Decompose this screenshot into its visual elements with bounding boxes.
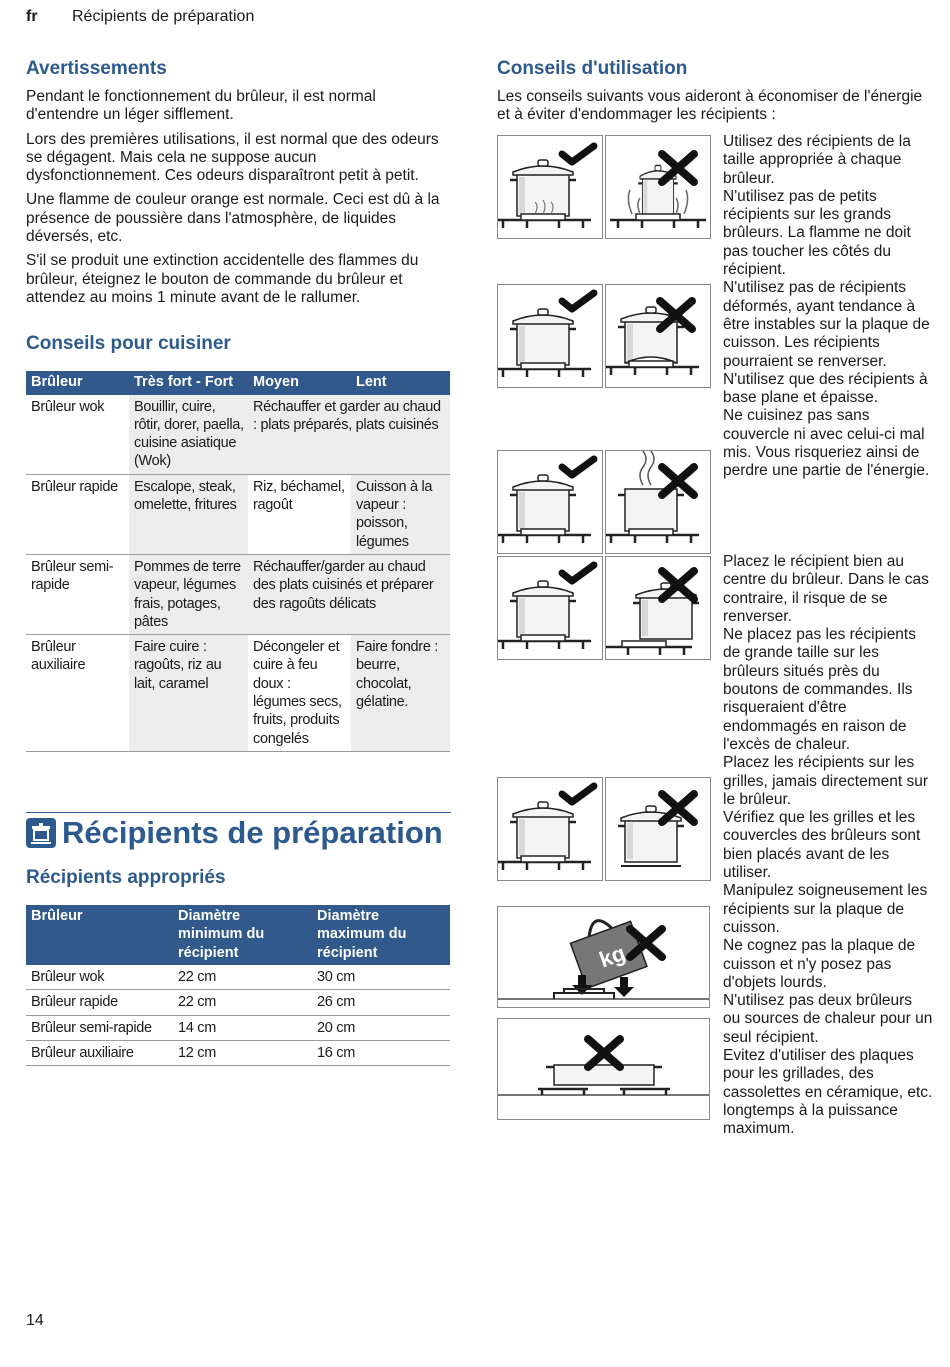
cell: 12 cm xyxy=(173,1040,312,1065)
tip-text: Placez le récipient bien au centre du brûleur. Dans le cas contraire, il risque de se renverser. xyxy=(723,553,929,625)
header-title: Récipients de préparation xyxy=(72,8,255,25)
cell-lent: Cuisson à la vapeur : poisson, légumes xyxy=(351,474,450,554)
tip-group-2 xyxy=(723,553,933,1139)
cell-fort: Escalope, steak, omelette, fritures xyxy=(129,474,248,554)
cookware-icon xyxy=(26,818,56,848)
tip-text: N'utilisez pas deux brûleurs ou sources de chaleur pour un seul récipient. xyxy=(723,992,933,1046)
header-language: fr xyxy=(26,8,38,25)
table-row xyxy=(26,1040,450,1065)
cell-fort: Bouillir, cuire, rôtir, dorer, paella, cuisine asiatique (Wok) xyxy=(129,395,248,475)
pictogram-correct-size xyxy=(497,135,603,239)
pictogram-pot-on-burner xyxy=(605,777,711,881)
tip-text: N'utilisez que des récipients à base plane et épaisse. xyxy=(723,370,928,407)
cell-fort: Pommes de terre vapeur, légumes frais, potages, pâtes xyxy=(129,554,248,634)
pictogram-off-center-pot xyxy=(605,556,711,660)
col-header: Brûleur xyxy=(26,905,173,965)
tip-text: Utilisez des récipients de la taille appropriée à chaque brûleur. xyxy=(723,133,911,187)
table-row xyxy=(26,395,450,475)
avertissements-heading: Avertissements xyxy=(26,58,167,79)
page-number: 14 xyxy=(26,1312,44,1329)
cell-lent: Faire fondre : beurre, chocolat, gélatine. xyxy=(351,635,450,752)
pictogram-flat-pot xyxy=(497,284,603,388)
tip-text: Placez les récipients sur les grilles, jamais directement sur le brûleur. xyxy=(723,754,929,808)
tip-text: N'utilisez pas de petits récipients sur les grands brûleurs. La flamme ne doit pas toucher les côtés du récipient. xyxy=(723,187,911,279)
tip-text: Evitez d'utiliser des plaques pour les grillades, des cassolettes en céramique, etc. longtemps à la puissance maximum. xyxy=(723,1047,933,1138)
table-row xyxy=(26,1015,450,1040)
pictogram-no-lid xyxy=(605,450,711,554)
cell: 22 cm xyxy=(173,965,312,990)
cell-burner: Brûleur rapide xyxy=(26,474,129,554)
tip-group-1 xyxy=(723,133,933,481)
weight-label: kg xyxy=(595,940,629,973)
section-title xyxy=(26,812,451,851)
tip-text: N'utilisez pas de récipients déformés, ayant tendance à être instables sur la plaque de cuisson. Les récipients pourraient se renverser. xyxy=(723,279,930,370)
col-header: Diamètre minimum du récipient xyxy=(173,905,312,965)
left-column xyxy=(26,58,451,1066)
cell: Brûleur wok xyxy=(26,965,173,990)
cell: 30 cm xyxy=(312,965,450,990)
cell-moyen: Décongeler et cuire à feu doux : légumes secs, fruits, produits congelés xyxy=(248,635,351,752)
pictogram-deformed-pot xyxy=(605,284,711,388)
pictogram-two-burners xyxy=(497,1018,710,1120)
cell: 14 cm xyxy=(173,1015,312,1040)
cell-burner: Brûleur wok xyxy=(26,395,129,475)
tip-text: Manipulez soigneusement les récipients sur la plaque de cuisson. xyxy=(723,882,928,936)
cell: 22 cm xyxy=(173,990,312,1015)
table-row xyxy=(26,474,450,554)
tip-text: Ne cuisinez pas sans couvercle ni avec celui-ci mal mis. Vous risqueriez ainsi de perdre une partie de l'énergie. xyxy=(723,407,930,480)
cookware-size-table xyxy=(26,905,450,1066)
avertissement-paragraph: Pendant le fonctionnement du brûleur, il est normal d'entendre un léger sifflement. xyxy=(26,88,376,124)
tip-text: Ne placez pas les récipients de grande taille sur les brûleurs situés près du boutons de commandes. Ils risqueraient d'être endommagés en raison de l'excès de chaleur. xyxy=(723,626,916,753)
section-title-text: Récipients de préparation xyxy=(62,815,443,851)
conseils-cuisiner-heading: Conseils pour cuisiner xyxy=(26,333,231,355)
cell: 16 cm xyxy=(312,1040,450,1065)
table-row xyxy=(26,965,450,990)
cell-moyen-lent: Réchauffer et garder au chaud : plats préparés, plats cuisinés xyxy=(248,395,450,475)
conseils-utilisation-heading: Conseils d'utilisation xyxy=(497,58,688,79)
pictogram-small-pot-large-burner xyxy=(605,135,711,239)
avertissement-paragraph: Une flamme de couleur orange est normale. Ceci est dû à la présence de poussière dans l'atmosphère, de liquides déversés, etc. xyxy=(26,191,440,246)
cell-moyen-lent: Réchauffer/garder au chaud des plats cuisinés et préparer des ragoûts délicats xyxy=(248,554,450,634)
cell: Brûleur semi-rapide xyxy=(26,1015,173,1040)
col-header: Moyen xyxy=(248,371,351,394)
table-row xyxy=(26,990,450,1015)
col-header: Diamètre maximum du récipient xyxy=(312,905,450,965)
pictogram-lid-on xyxy=(497,450,603,554)
recipients-appropries-heading: Récipients appropriés xyxy=(26,867,226,889)
pictogram-pot-on-grate xyxy=(497,777,603,881)
avertissement-paragraph: S'il se produit une extinction accidentelle des flammes du brûleur, éteignez le bouton de commande du brûleur et attendez au moins 1 minute avant de le rallumer. xyxy=(26,252,419,306)
col-header: Lent xyxy=(351,371,450,394)
table-row xyxy=(26,554,450,634)
cell: 26 cm xyxy=(312,990,450,1015)
cell: Brûleur rapide xyxy=(26,990,173,1015)
cell-burner: Brûleur auxiliaire xyxy=(26,635,129,752)
tip-text: Ne cognez pas la plaque de cuisson et n'y posez pas d'objets lourds. xyxy=(723,937,916,991)
table-row xyxy=(26,635,450,752)
pictogram-centered-pot xyxy=(497,556,603,660)
right-column xyxy=(497,58,929,131)
conseils-intro: Les conseils suivants vous aideront à économiser de l'énergie et à éviter d'endommager les récipients : xyxy=(497,88,923,124)
avertissement-paragraph: Lors des premières utilisations, il est normal que des odeurs se dégagent. Mais cela ne suppose aucun dysfonctionnement. Ces odeurs disparaîtront petit à petit. xyxy=(26,130,439,185)
tip-text: Vérifiez que les grilles et les couvercles des brûleurs sont bien placés avant de les utiliser. xyxy=(723,809,921,882)
cell-fort: Faire cuire : ragoûts, riz au lait, caramel xyxy=(129,635,248,752)
cell-burner: Brûleur semi-rapide xyxy=(26,554,129,634)
col-header: Très fort - Fort xyxy=(129,371,248,394)
cell: 20 cm xyxy=(312,1015,450,1040)
cooking-tips-table xyxy=(26,371,450,752)
pictogram-heavy-object xyxy=(497,906,710,1008)
col-header: Brûleur xyxy=(26,371,129,394)
cell: Brûleur auxiliaire xyxy=(26,1040,173,1065)
cell-moyen: Riz, béchamel, ragoût xyxy=(248,474,351,554)
